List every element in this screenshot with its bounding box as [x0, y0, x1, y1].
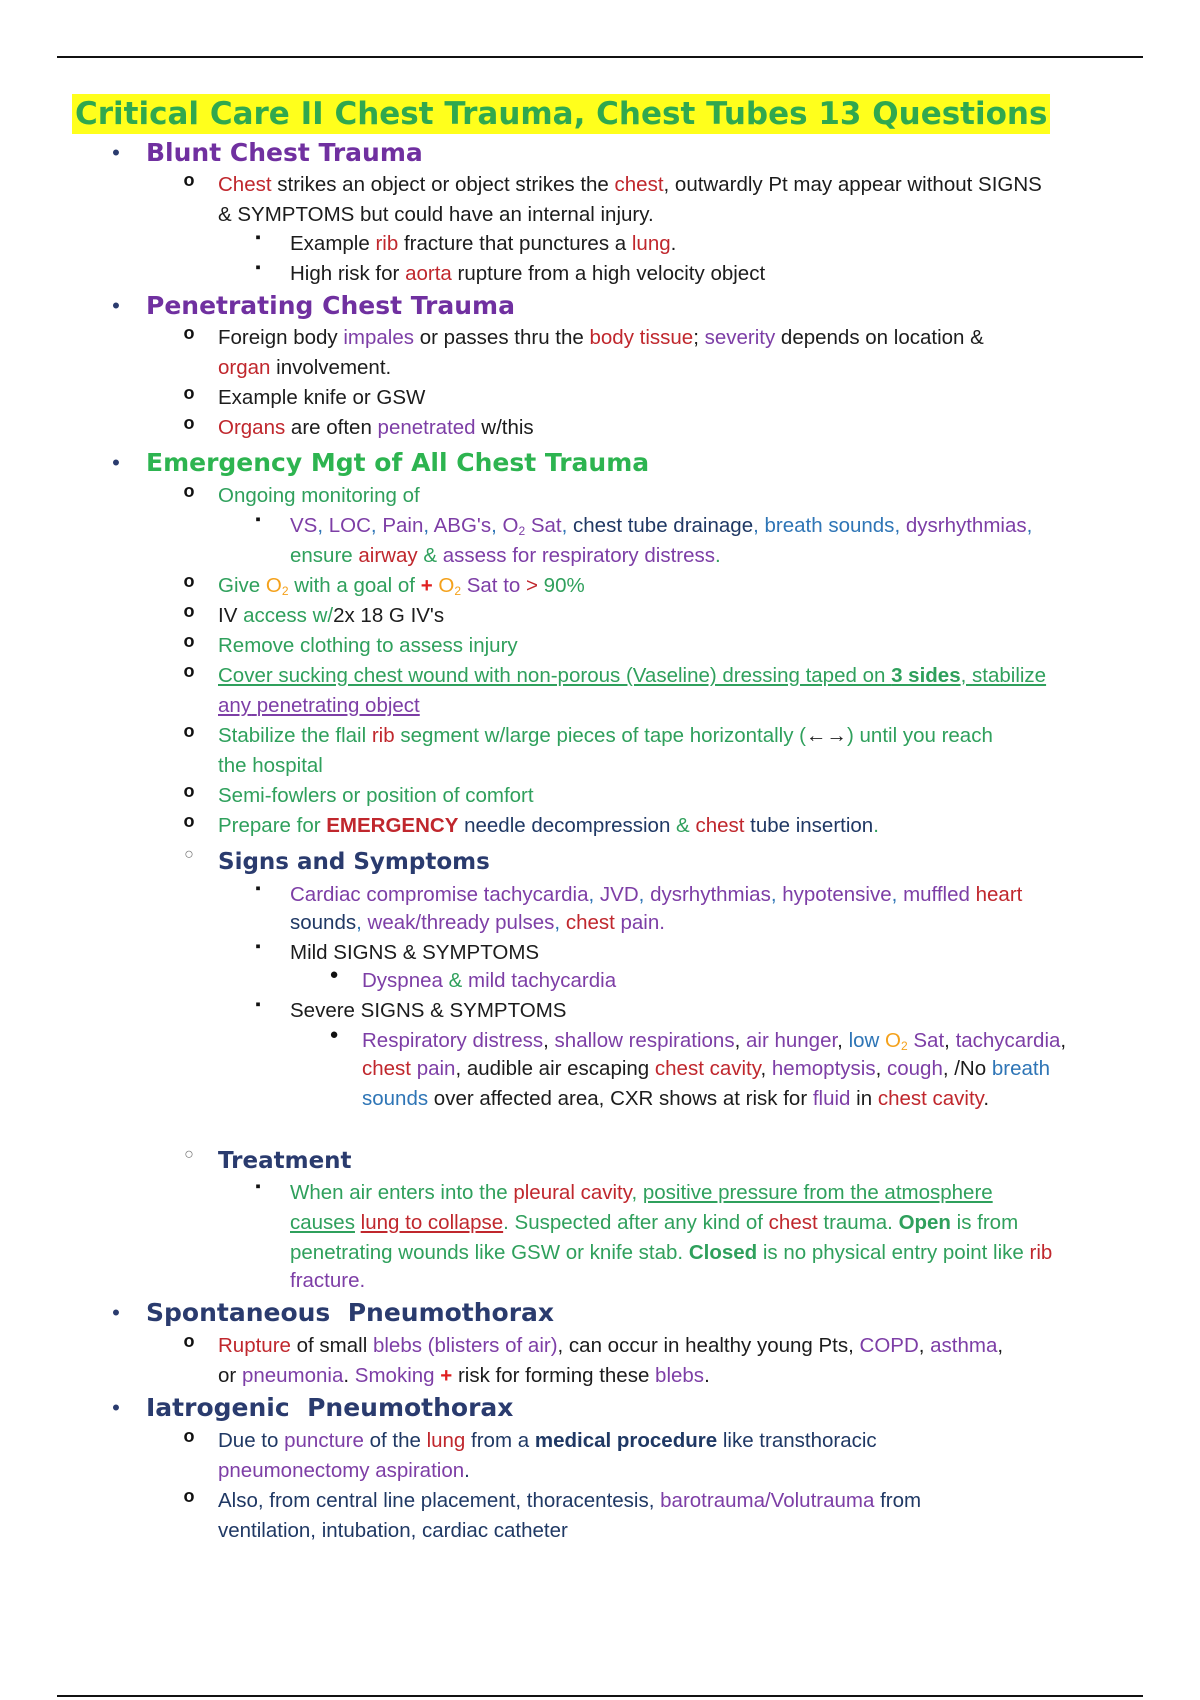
text-span: , — [423, 514, 434, 537]
text-span: penetrating object — [256, 694, 420, 717]
text-span: assess for respiratory distress — [442, 544, 715, 567]
text-span: in — [850, 1087, 878, 1110]
text-span: blebs (blisters of air) — [372, 1334, 558, 1357]
square-bullet-icon: ▪ — [255, 511, 261, 528]
circle-bullet-icon: o — [183, 1486, 195, 1506]
text-span: lung to collapse — [360, 1211, 504, 1234]
text-span: , — [543, 1029, 555, 1052]
text-span: low — [848, 1029, 886, 1052]
text-span: trauma. — [817, 1211, 899, 1234]
text-span: , — [944, 1029, 956, 1052]
text-span: . — [464, 1459, 470, 1482]
text-span: chest — [565, 911, 615, 934]
circle-bullet-icon: o — [183, 413, 195, 433]
monitoring-list-line-2 — [290, 541, 721, 571]
emergency-flail-line-1 — [218, 721, 993, 751]
text-span: Sat — [525, 514, 562, 537]
text-span: stabilize — [972, 664, 1047, 687]
text-span: ABG's — [433, 514, 492, 537]
text-span: Rupture — [218, 1334, 291, 1357]
text-span: Smoking — [354, 1364, 435, 1387]
emergency-semi-fowlers: Semi-fowlers or position of comfort — [218, 784, 534, 807]
circle-bullet-icon: o — [183, 571, 195, 591]
text-span: , — [960, 664, 973, 687]
penetrating-line-2 — [218, 353, 391, 383]
heading-signs-and-symptoms: Signs and Symptoms — [218, 849, 490, 875]
square-bullet-icon: ▪ — [255, 229, 261, 246]
text-span: access w/ — [237, 604, 334, 627]
text-span: barotrauma/Volutrauma — [660, 1489, 875, 1512]
dot-bullet-icon: ● — [329, 966, 339, 983]
text-span: 2x 18 G IV's — [333, 604, 445, 627]
text-span: 2 — [454, 584, 462, 598]
text-span: pneumonia — [241, 1364, 344, 1387]
signs-cardiac-line-2 — [290, 908, 665, 938]
text-span: & — [417, 544, 443, 567]
text-span: mild tachycardia — [468, 969, 617, 992]
text-span: rib — [375, 232, 399, 255]
circle-bullet-icon: o — [183, 631, 195, 651]
text-span: . — [670, 232, 677, 255]
text-span: COPD — [859, 1334, 919, 1357]
emergency-monitoring: Ongoing monitoring of — [218, 484, 420, 507]
text-span: , — [918, 1334, 931, 1357]
text-span: . — [983, 1087, 990, 1110]
text-span: fracture that punctures a — [398, 232, 632, 255]
heading-spontaneous-pneumothorax: Spontaneous Pneumothorax — [146, 1298, 555, 1327]
text-span: , can occur in healthy young Pts, — [557, 1334, 860, 1357]
bullet-icon: • — [112, 450, 120, 475]
text-span: ; — [693, 326, 705, 349]
circle-bullet-icon: o — [183, 721, 195, 741]
text-span: O — [885, 1029, 901, 1052]
text-span: air hunger — [745, 1029, 838, 1052]
text-span: When air enters into the — [290, 1181, 514, 1204]
text-span: heart — [975, 883, 1023, 906]
penetrating-line-4 — [218, 413, 534, 443]
signs-mild-detail — [362, 966, 616, 996]
heading-emergency-mgt: Emergency Mgt of All Chest Trauma — [146, 448, 650, 477]
square-bullet-icon: ▪ — [255, 259, 261, 276]
text-span: tube insertion — [744, 814, 874, 837]
text-span: . — [715, 544, 721, 567]
text-span: , — [317, 514, 329, 537]
page-title: Critical Care II Chest Trauma, Chest Tubes 13 Questions — [72, 94, 1050, 134]
heading-penetrating-chest-trauma: Penetrating Chest Trauma — [146, 291, 515, 320]
treatment-line-1 — [290, 1178, 993, 1208]
text-span: chest — [614, 173, 664, 196]
text-span: , — [837, 1029, 849, 1052]
footer-rule — [57, 1695, 1143, 1697]
text-span: , audible air escaping — [455, 1057, 655, 1080]
left-right-arrow-icon: ←→ — [806, 724, 847, 747]
text-span: lung — [426, 1429, 466, 1452]
penetrating-line-3: Example knife or GSW — [218, 386, 426, 409]
square-bullet-icon: ▪ — [255, 1178, 261, 1195]
text-span: , — [891, 883, 904, 906]
signs-cardiac-line-1 — [290, 880, 1022, 910]
text-span: Organs — [218, 416, 286, 439]
text-span: penetrated — [377, 416, 476, 439]
text-span: sounds — [290, 911, 357, 934]
text-span: , — [734, 1029, 746, 1052]
treatment-line-2 — [290, 1208, 1018, 1238]
text-span: , — [875, 1057, 887, 1080]
text-span: EMERGENCY — [326, 814, 459, 837]
dot-bullet-icon: ● — [329, 1026, 339, 1043]
signs-severe-line-2 — [362, 1054, 1050, 1084]
text-span: shallow respirations — [554, 1029, 735, 1052]
text-span: risk for forming these — [452, 1364, 656, 1387]
text-span: Stabilize the flail — [218, 724, 372, 747]
text-span: or passes thru the — [414, 326, 590, 349]
text-span: any — [218, 694, 252, 717]
text-span: . Suspected after any kind of — [503, 1211, 769, 1234]
text-span: , — [491, 514, 503, 537]
text-span: JVD — [599, 883, 639, 906]
increase-icon: + — [420, 574, 433, 597]
text-span: involvement. — [270, 356, 392, 379]
text-span: Open — [898, 1211, 951, 1234]
signs-mild: Mild SIGNS & SYMPTOMS — [290, 941, 540, 964]
heading-treatment: Treatment — [218, 1148, 352, 1174]
text-span: from — [874, 1489, 922, 1512]
text-span: organ — [218, 356, 271, 379]
text-span: transthoracic — [759, 1429, 877, 1452]
text-span: dysrhythmias — [905, 514, 1027, 537]
iatrogenic-line-1 — [218, 1426, 877, 1456]
text-span: , — [1026, 514, 1033, 537]
text-span: airway — [358, 544, 418, 567]
text-span: Give — [218, 574, 266, 597]
circle-bullet-icon: o — [183, 661, 195, 681]
circle-bullet-icon: o — [183, 170, 195, 190]
text-span: chest cavity — [877, 1087, 984, 1110]
emergency-flail-line-2: the hospital — [218, 754, 323, 777]
blunt-example-2 — [290, 259, 765, 289]
text-span: Chest — [218, 173, 272, 196]
text-span: 90% — [537, 574, 585, 597]
bullet-icon: • — [112, 140, 120, 165]
text-span: pneumonectomy aspiration — [218, 1459, 465, 1482]
text-span: strikes an object or object strikes the — [271, 173, 615, 196]
text-span: . — [343, 1364, 355, 1387]
text-span: positive pressure from the atmosphere — [642, 1181, 993, 1204]
text-span: of the — [363, 1429, 427, 1452]
text-span: rib — [371, 724, 395, 747]
penetrating-line-1 — [218, 323, 984, 353]
text-span: ) until you reach — [847, 724, 993, 747]
text-span: chest — [768, 1211, 818, 1234]
text-span: , — [894, 514, 906, 537]
text-span: hemoptysis — [771, 1057, 876, 1080]
text-span: , — [770, 883, 783, 906]
text-span: LOC — [328, 514, 371, 537]
text-span: muffled — [903, 883, 976, 906]
text-span: ensure — [290, 544, 359, 567]
text-span: VS — [290, 514, 318, 537]
text-span: sounds — [362, 1087, 429, 1110]
iatrogenic-line-4: ventilation, intubation, cardiac catheter — [218, 1519, 568, 1542]
text-span: Closed — [688, 1241, 758, 1264]
iatrogenic-line-3 — [218, 1486, 921, 1516]
circle-bullet-icon: o — [183, 1426, 195, 1446]
text-span: , — [753, 514, 765, 537]
text-span: cough — [886, 1057, 943, 1080]
spontaneous-line-1 — [218, 1331, 1003, 1361]
text-span: Also, from — [218, 1489, 316, 1512]
text-span: Prepare for — [218, 814, 327, 837]
text-span: breath — [991, 1057, 1050, 1080]
circle-bullet-icon: o — [183, 1331, 195, 1351]
text-span: 2 — [518, 524, 526, 538]
text-span: is from — [950, 1211, 1019, 1234]
emergency-prepare — [218, 811, 879, 841]
emergency-iv-access — [218, 601, 444, 631]
text-span: with a goal of — [288, 574, 421, 597]
text-span: pain. — [614, 911, 665, 934]
text-span: Respiratory distress — [362, 1029, 544, 1052]
text-span: O — [502, 514, 519, 537]
bullet-icon: • — [112, 1300, 120, 1325]
text-span: over affected area, CXR shows at risk for — [428, 1087, 813, 1110]
text-span: pleural cavity — [513, 1181, 632, 1204]
text-span: , — [648, 1489, 661, 1512]
circle-bullet-icon: o — [183, 601, 195, 621]
text-span: aorta — [405, 262, 452, 285]
text-span: , — [760, 1057, 772, 1080]
bullet-icon: • — [112, 293, 120, 318]
text-span: fluid — [812, 1087, 851, 1110]
text-span: rib — [1029, 1241, 1053, 1264]
text-span: pain — [411, 1057, 456, 1080]
text-span: blebs — [655, 1364, 705, 1387]
text-span: , — [638, 883, 651, 906]
text-span: , — [588, 883, 600, 906]
text-span: chest — [695, 814, 745, 837]
text-span: High risk for — [290, 262, 406, 285]
text-span: 3 sides — [891, 664, 961, 687]
text-span: Sat — [907, 1029, 945, 1052]
blunt-example-1 — [290, 229, 676, 259]
signs-severe: Severe SIGNS & SYMPTOMS — [290, 999, 567, 1022]
text-span: Example — [290, 232, 376, 255]
heading-iatrogenic-pneumothorax: Iatrogenic Pneumothorax — [146, 1393, 514, 1422]
text-span: medical procedure — [534, 1429, 718, 1452]
text-span: from a — [465, 1429, 535, 1452]
text-span: Foreign body — [218, 326, 344, 349]
text-span: severity — [704, 326, 776, 349]
square-bullet-icon: ▪ — [255, 938, 261, 955]
text-span: thoracentesis — [526, 1489, 649, 1512]
text-span: penetrating wounds like GSW or knife stab. — [290, 1241, 689, 1264]
text-span: 2 — [901, 1039, 908, 1053]
text-span: . — [873, 814, 879, 837]
text-span: depends on location & — [775, 326, 984, 349]
text-span: chest tube drainage — [573, 514, 754, 537]
text-span: , — [997, 1334, 1004, 1357]
hollow-bullet-icon: ○ — [184, 1146, 194, 1163]
increase-icon: + — [440, 1364, 453, 1387]
text-span: causes — [290, 1211, 355, 1234]
text-span: , — [356, 911, 368, 934]
text-span: w/this — [475, 416, 534, 439]
treatment-line-3 — [290, 1238, 1052, 1268]
text-span: puncture — [284, 1429, 364, 1452]
signs-severe-line-3 — [362, 1084, 989, 1114]
text-span: of small — [290, 1334, 373, 1357]
square-bullet-icon: ▪ — [255, 996, 261, 1013]
text-span: & — [670, 814, 696, 837]
text-span: O — [265, 574, 282, 597]
text-span: , — [1060, 1029, 1067, 1052]
text-span: Dyspnea — [362, 969, 443, 992]
text-span: are often — [285, 416, 378, 439]
text-span: Pain — [382, 514, 424, 537]
text-span: Cover sucking chest wound with non-porous (Vaseline) dressing taped on — [218, 664, 892, 687]
text-span: , outwardly Pt may appear without SIGNS — [663, 173, 1042, 196]
text-span: IV — [218, 604, 238, 627]
text-span: asthma — [930, 1334, 998, 1357]
text-span: like — [717, 1429, 760, 1452]
text-span: & — [442, 969, 468, 992]
text-span: dysrhythmias — [650, 883, 771, 906]
text-span: Sat to — [461, 574, 526, 597]
text-span: Due to — [218, 1429, 285, 1452]
text-span: , — [515, 1489, 527, 1512]
text-span: weak/thready pulses — [367, 911, 555, 934]
text-span: . — [704, 1364, 710, 1387]
text-span: or — [218, 1364, 242, 1387]
text-span: 2 — [281, 584, 289, 598]
text-span: rupture from a high velocity object — [451, 262, 766, 285]
text-span: chest cavity — [654, 1057, 761, 1080]
circle-bullet-icon: o — [183, 811, 195, 831]
iatrogenic-line-2 — [218, 1456, 470, 1486]
emergency-cover-wound-line-1 — [218, 661, 1046, 691]
text-span: segment w/large pieces of tape horizontally ( — [394, 724, 806, 747]
heading-blunt-chest-trauma: Blunt Chest Trauma — [146, 138, 423, 167]
header-rule — [57, 56, 1143, 58]
greater-than-icon: > — [526, 574, 538, 597]
text-span: , /No — [942, 1057, 992, 1080]
hollow-bullet-icon: ○ — [184, 846, 194, 863]
bullet-icon: • — [112, 1395, 120, 1420]
emergency-cover-wound-line-2 — [218, 691, 420, 721]
text-span: needle decompression — [458, 814, 671, 837]
treatment-line-4: fracture. — [290, 1269, 366, 1292]
text-span: body tissue — [589, 326, 694, 349]
text-span: tachycardia — [955, 1029, 1061, 1052]
text-span: O — [438, 574, 455, 597]
text-span: impales — [343, 326, 414, 349]
text-span: is no physical entry point like — [757, 1241, 1030, 1264]
text-span: hypotensive — [782, 883, 892, 906]
emergency-remove-clothing: Remove clothing to assess injury — [218, 634, 518, 657]
circle-bullet-icon: o — [183, 383, 195, 403]
text-span: Cardiac compromise tachycardia — [290, 883, 589, 906]
circle-bullet-icon: o — [183, 481, 195, 501]
text-span: , — [554, 911, 566, 934]
text-span: central line placement — [315, 1489, 516, 1512]
blunt-line-2: & SYMPTOMS but could have an internal injury. — [218, 203, 654, 226]
circle-bullet-icon: o — [183, 781, 195, 801]
spontaneous-line-2 — [218, 1361, 710, 1391]
blunt-line-1 — [218, 170, 1042, 200]
text-span: , — [631, 1181, 643, 1204]
text-span: , — [561, 514, 574, 537]
text-span: breath sounds — [764, 514, 895, 537]
text-span: , — [370, 514, 383, 537]
text-span: chest — [362, 1057, 411, 1080]
circle-bullet-icon: o — [183, 323, 195, 343]
square-bullet-icon: ▪ — [255, 880, 261, 897]
text-span: lung — [631, 232, 671, 255]
